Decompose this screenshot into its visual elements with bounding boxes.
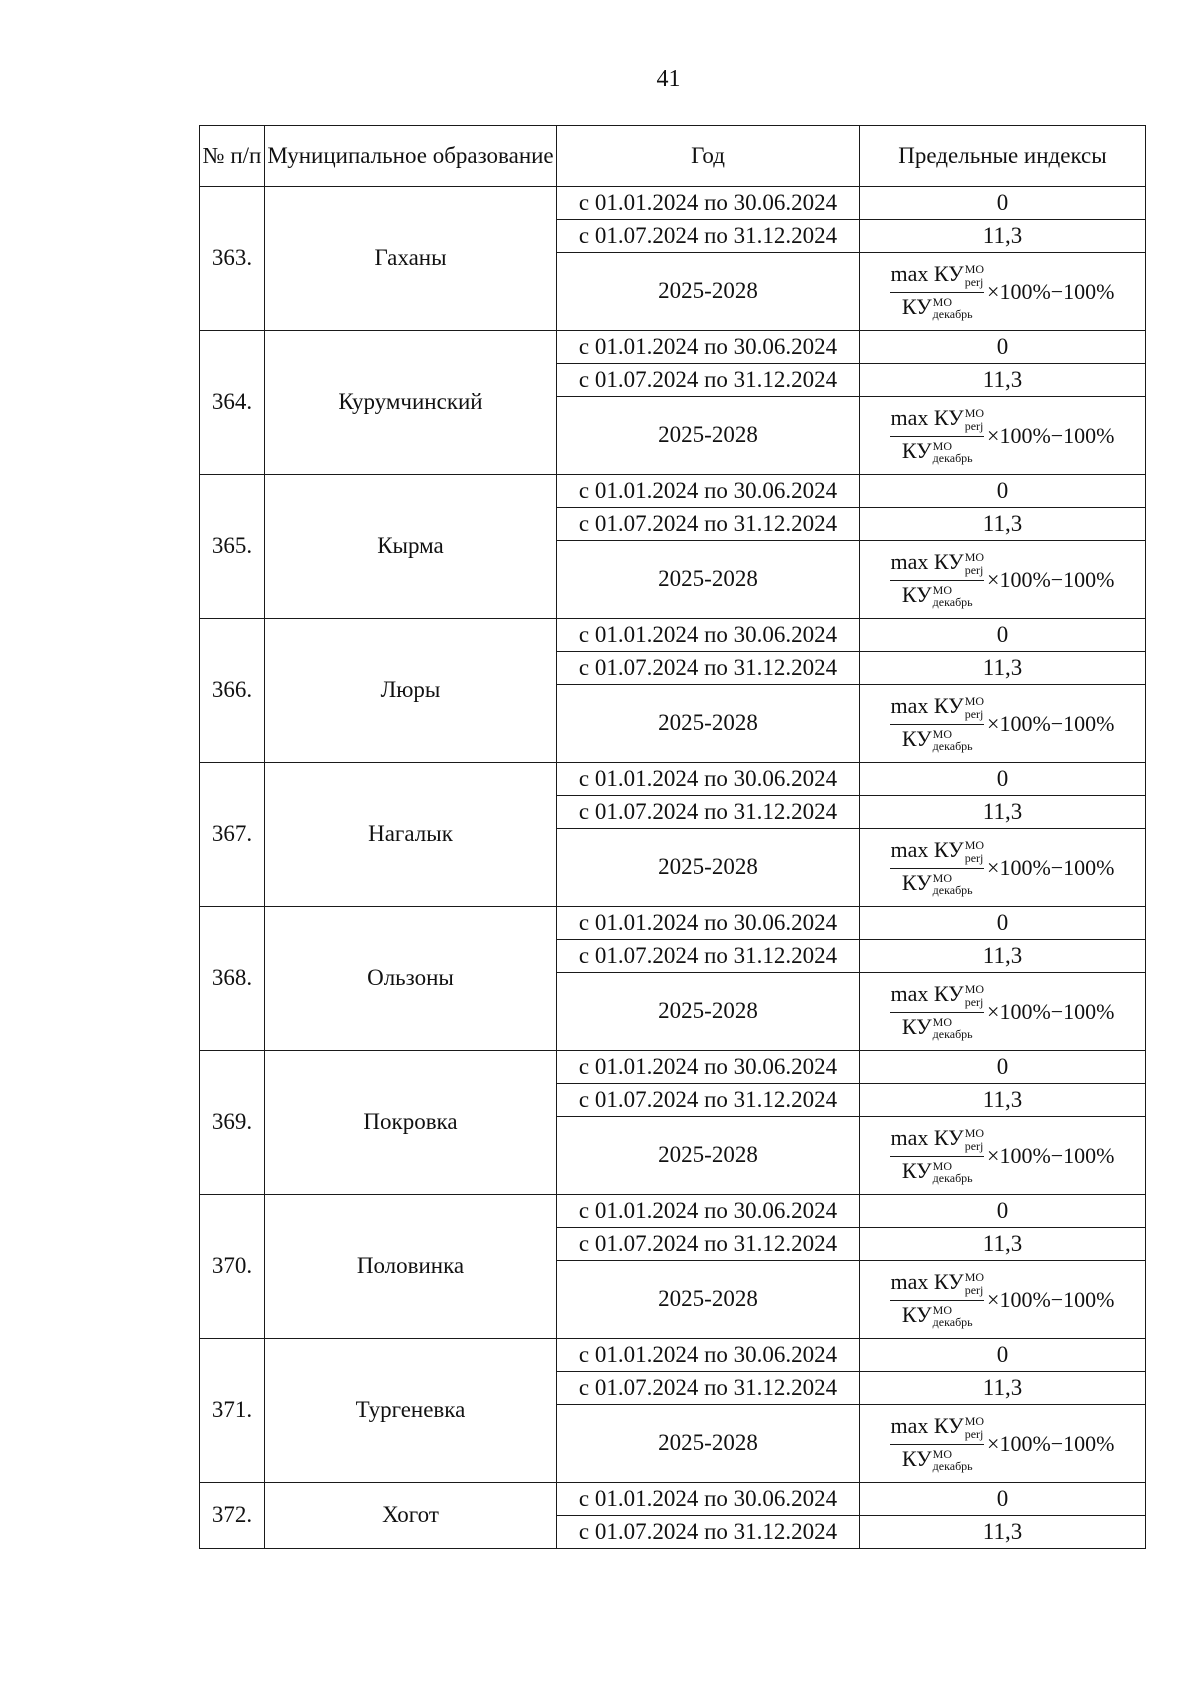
row-number: 364.	[200, 331, 265, 475]
page-number: 41	[656, 66, 681, 92]
formula-ku: КУ	[933, 836, 964, 862]
header-indices: Предельные индексы	[860, 126, 1146, 187]
formula-denominator	[902, 1159, 973, 1186]
formula-ku: КУ	[901, 1013, 932, 1039]
row-number: 365.	[200, 475, 265, 619]
formula-fraction	[890, 838, 984, 897]
municipality-name: Хогот	[265, 1483, 557, 1549]
table-row	[200, 475, 1146, 508]
formula-denominator-indices	[933, 728, 973, 753]
index-cell: 0	[860, 1339, 1146, 1372]
formula-tail: ×100%−100%	[987, 854, 1115, 880]
formula-ku: КУ	[933, 260, 964, 286]
formula-numerator-indices	[965, 1415, 984, 1440]
formula-denominator	[902, 439, 973, 466]
formula-fraction-line	[890, 436, 984, 437]
index-formula	[890, 1270, 1114, 1329]
formula-denominator	[902, 295, 973, 322]
formula-max: max	[890, 980, 929, 1006]
period-cell: 2025-2028	[557, 541, 860, 619]
formula-tail: ×100%−100%	[987, 1430, 1115, 1456]
period-cell: с 01.01.2024 по 30.06.2024	[557, 1051, 860, 1084]
index-cell	[860, 685, 1146, 763]
table-row	[200, 187, 1146, 220]
formula-denominator	[902, 583, 973, 610]
period-cell: с 01.07.2024 по 31.12.2024	[557, 652, 860, 685]
formula-sub-december: декабрь	[932, 739, 973, 754]
formula-numerator	[890, 550, 984, 577]
period-cell: 2025-2028	[557, 1117, 860, 1195]
formula-ku: КУ	[901, 1445, 932, 1471]
formula-ku: КУ	[933, 1268, 964, 1294]
formula-tail: ×100%−100%	[987, 278, 1115, 304]
index-cell: 0	[860, 763, 1146, 796]
formula-fraction-line	[890, 868, 984, 869]
formula-max: max	[890, 836, 929, 862]
index-formula	[890, 1126, 1114, 1185]
formula-numerator	[890, 838, 984, 865]
row-number: 366.	[200, 619, 265, 763]
formula-tail: ×100%−100%	[987, 1286, 1115, 1312]
formula-fraction-line	[890, 724, 984, 725]
formula-max: max	[890, 404, 929, 430]
index-cell: 0	[860, 619, 1146, 652]
formula-numerator	[890, 262, 984, 289]
formula-ku: КУ	[933, 548, 964, 574]
formula-fraction-line	[890, 1444, 984, 1445]
formula-fraction	[890, 1270, 984, 1329]
formula-max: max	[890, 1124, 929, 1150]
table-row	[200, 1051, 1146, 1084]
period-cell: с 01.07.2024 по 31.12.2024	[557, 796, 860, 829]
formula-fraction-line	[890, 1156, 984, 1157]
period-cell: 2025-2028	[557, 829, 860, 907]
formula-sup-mo: МО	[964, 1270, 985, 1285]
period-cell: с 01.07.2024 по 31.12.2024	[557, 1516, 860, 1549]
formula-sub-perj: perj	[964, 562, 984, 577]
formula-denominator-indices	[933, 1016, 973, 1041]
period-cell: с 01.01.2024 по 30.06.2024	[557, 763, 860, 796]
formula-numerator-indices	[965, 839, 984, 864]
period-cell: с 01.07.2024 по 31.12.2024	[557, 220, 860, 253]
index-cell	[860, 973, 1146, 1051]
municipality-name: Люры	[265, 619, 557, 763]
formula-denominator-indices	[933, 872, 973, 897]
period-cell: с 01.07.2024 по 31.12.2024	[557, 1228, 860, 1261]
formula-denominator-indices	[933, 296, 973, 321]
index-cell: 0	[860, 907, 1146, 940]
formula-sub-perj: perj	[964, 1426, 984, 1441]
formula-numerator	[890, 1126, 984, 1153]
formula-numerator	[890, 982, 984, 1009]
period-cell: с 01.01.2024 по 30.06.2024	[557, 1339, 860, 1372]
formula-fraction-line	[890, 1012, 984, 1013]
formula-sub-perj: perj	[964, 274, 984, 289]
period-cell: с 01.01.2024 по 30.06.2024	[557, 1195, 860, 1228]
index-cell	[860, 1261, 1146, 1339]
formula-fraction-line	[890, 1300, 984, 1301]
formula-tail: ×100%−100%	[987, 998, 1115, 1024]
table-header-row	[200, 126, 1146, 187]
formula-denominator-indices	[933, 1304, 973, 1329]
index-cell	[860, 397, 1146, 475]
index-cell: 11,3	[860, 652, 1146, 685]
index-cell: 0	[860, 187, 1146, 220]
formula-tail: ×100%−100%	[987, 566, 1115, 592]
formula-fraction	[890, 982, 984, 1041]
formula-sup-mo: МО	[964, 838, 985, 853]
municipality-name: Половинка	[265, 1195, 557, 1339]
index-cell: 0	[860, 1195, 1146, 1228]
formula-ku: КУ	[901, 293, 932, 319]
formula-sub-perj: perj	[964, 994, 984, 1009]
formula-numerator-indices	[965, 1127, 984, 1152]
formula-denominator-indices	[933, 1448, 973, 1473]
header-number: № п/п	[200, 126, 265, 187]
index-formula	[890, 406, 1114, 465]
formula-tail: ×100%−100%	[987, 1142, 1115, 1168]
index-cell: 11,3	[860, 1372, 1146, 1405]
formula-sup-mo: МО	[932, 294, 953, 309]
formula-denominator	[902, 1015, 973, 1042]
period-cell: с 01.01.2024 по 30.06.2024	[557, 475, 860, 508]
formula-max: max	[890, 692, 929, 718]
formula-numerator-indices	[965, 407, 984, 432]
formula-numerator	[890, 1414, 984, 1441]
index-cell: 11,3	[860, 940, 1146, 973]
header-municipality: Муниципальное образование	[265, 126, 557, 187]
index-cell: 0	[860, 475, 1146, 508]
index-formula	[890, 982, 1114, 1041]
formula-ku: КУ	[901, 1157, 932, 1183]
formula-sub-december: декабрь	[932, 1459, 973, 1474]
index-formula	[890, 838, 1114, 897]
limits-table	[199, 125, 1146, 1549]
index-cell: 11,3	[860, 220, 1146, 253]
municipality-name: Гаханы	[265, 187, 557, 331]
index-formula	[890, 694, 1114, 753]
formula-sup-mo: МО	[964, 550, 985, 565]
formula-ku: КУ	[901, 869, 932, 895]
period-cell: с 01.07.2024 по 31.12.2024	[557, 940, 860, 973]
index-cell: 0	[860, 1483, 1146, 1516]
table-row	[200, 619, 1146, 652]
formula-denominator	[902, 1447, 973, 1474]
formula-sup-mo: МО	[964, 694, 985, 709]
row-number: 371.	[200, 1339, 265, 1483]
index-cell: 11,3	[860, 508, 1146, 541]
formula-ku: КУ	[933, 404, 964, 430]
formula-fraction	[890, 406, 984, 465]
formula-numerator-indices	[965, 695, 984, 720]
municipality-name: Ользоны	[265, 907, 557, 1051]
row-number: 367.	[200, 763, 265, 907]
formula-numerator-indices	[965, 1271, 984, 1296]
row-number: 363.	[200, 187, 265, 331]
formula-numerator-indices	[965, 983, 984, 1008]
formula-max: max	[890, 1412, 929, 1438]
formula-sup-mo: МО	[964, 1126, 985, 1141]
formula-sup-mo: МО	[964, 406, 985, 421]
table-row	[200, 331, 1146, 364]
formula-denominator	[902, 727, 973, 754]
index-cell	[860, 541, 1146, 619]
formula-sub-december: декабрь	[932, 883, 973, 898]
row-number: 370.	[200, 1195, 265, 1339]
formula-ku: КУ	[933, 692, 964, 718]
period-cell: с 01.01.2024 по 30.06.2024	[557, 331, 860, 364]
formula-denominator-indices	[933, 584, 973, 609]
index-formula	[890, 262, 1114, 321]
period-cell: 2025-2028	[557, 253, 860, 331]
table-row	[200, 1483, 1146, 1516]
period-cell: 2025-2028	[557, 1261, 860, 1339]
table-row	[200, 1339, 1146, 1372]
period-cell: с 01.01.2024 по 30.06.2024	[557, 1483, 860, 1516]
formula-sub-december: декабрь	[932, 307, 973, 322]
table-body	[200, 187, 1146, 1549]
index-cell: 11,3	[860, 364, 1146, 397]
formula-sup-mo: МО	[964, 982, 985, 997]
formula-denominator	[902, 1303, 973, 1330]
formula-sub-perj: perj	[964, 1282, 984, 1297]
row-number: 372.	[200, 1483, 265, 1549]
formula-max: max	[890, 548, 929, 574]
period-cell: 2025-2028	[557, 973, 860, 1051]
formula-ku: КУ	[933, 980, 964, 1006]
formula-fraction	[890, 1414, 984, 1473]
index-cell: 0	[860, 1051, 1146, 1084]
formula-denominator	[902, 871, 973, 898]
row-number: 369.	[200, 1051, 265, 1195]
formula-sup-mo: МО	[964, 1414, 985, 1429]
formula-tail: ×100%−100%	[987, 710, 1115, 736]
municipality-name: Покровка	[265, 1051, 557, 1195]
formula-ku: КУ	[933, 1412, 964, 1438]
formula-sup-mo: МО	[932, 582, 953, 597]
formula-sup-mo: МО	[932, 726, 953, 741]
formula-ku: КУ	[901, 437, 932, 463]
formula-ku: КУ	[901, 581, 932, 607]
table-row	[200, 907, 1146, 940]
formula-sub-perj: perj	[964, 706, 984, 721]
period-cell: с 01.01.2024 по 30.06.2024	[557, 187, 860, 220]
municipality-name: Тургеневка	[265, 1339, 557, 1483]
table-row	[200, 1195, 1146, 1228]
formula-sub-december: декабрь	[932, 1315, 973, 1330]
period-cell: 2025-2028	[557, 1405, 860, 1483]
municipality-name: Курумчинский	[265, 331, 557, 475]
index-cell	[860, 829, 1146, 907]
formula-sup-mo: МО	[932, 1158, 953, 1173]
period-cell: с 01.01.2024 по 30.06.2024	[557, 907, 860, 940]
formula-tail: ×100%−100%	[987, 422, 1115, 448]
index-cell: 11,3	[860, 1084, 1146, 1117]
formula-numerator	[890, 406, 984, 433]
formula-numerator-indices	[965, 551, 984, 576]
period-cell: 2025-2028	[557, 397, 860, 475]
formula-fraction	[890, 550, 984, 609]
formula-sup-mo: МО	[932, 1014, 953, 1029]
period-cell: с 01.07.2024 по 31.12.2024	[557, 364, 860, 397]
formula-sub-december: декабрь	[932, 451, 973, 466]
formula-sub-perj: perj	[964, 850, 984, 865]
municipality-name: Нагалык	[265, 763, 557, 907]
period-cell: с 01.01.2024 по 30.06.2024	[557, 619, 860, 652]
formula-sub-december: декабрь	[932, 1027, 973, 1042]
formula-sub-december: декабрь	[932, 595, 973, 610]
index-cell	[860, 1405, 1146, 1483]
formula-denominator-indices	[933, 1160, 973, 1185]
formula-max: max	[890, 1268, 929, 1294]
period-cell: с 01.07.2024 по 31.12.2024	[557, 1084, 860, 1117]
formula-sup-mo: МО	[932, 438, 953, 453]
formula-numerator-indices	[965, 263, 984, 288]
formula-sub-perj: perj	[964, 1138, 984, 1153]
formula-fraction	[890, 694, 984, 753]
table-row	[200, 763, 1146, 796]
index-cell: 11,3	[860, 1516, 1146, 1549]
formula-ku: КУ	[901, 725, 932, 751]
period-cell: с 01.07.2024 по 31.12.2024	[557, 1372, 860, 1405]
header-year: Год	[557, 126, 860, 187]
formula-sub-december: декабрь	[932, 1171, 973, 1186]
formula-sup-mo: МО	[932, 1446, 953, 1461]
formula-sub-perj: perj	[964, 418, 984, 433]
formula-fraction-line	[890, 292, 984, 293]
period-cell: с 01.07.2024 по 31.12.2024	[557, 508, 860, 541]
index-formula	[890, 550, 1114, 609]
formula-ku: КУ	[901, 1301, 932, 1327]
formula-denominator-indices	[933, 440, 973, 465]
formula-max: max	[890, 260, 929, 286]
index-cell: 11,3	[860, 796, 1146, 829]
index-cell: 11,3	[860, 1228, 1146, 1261]
formula-sup-mo: МО	[932, 1302, 953, 1317]
index-cell: 0	[860, 331, 1146, 364]
index-formula	[890, 1414, 1114, 1473]
index-cell	[860, 1117, 1146, 1195]
row-number: 368.	[200, 907, 265, 1051]
formula-sup-mo: МО	[932, 870, 953, 885]
period-cell: 2025-2028	[557, 685, 860, 763]
formula-fraction	[890, 262, 984, 321]
formula-numerator	[890, 1270, 984, 1297]
formula-numerator	[890, 694, 984, 721]
formula-fraction	[890, 1126, 984, 1185]
index-cell	[860, 253, 1146, 331]
formula-sup-mo: МО	[964, 262, 985, 277]
formula-fraction-line	[890, 580, 984, 581]
formula-ku: КУ	[933, 1124, 964, 1150]
municipality-name: Кырма	[265, 475, 557, 619]
